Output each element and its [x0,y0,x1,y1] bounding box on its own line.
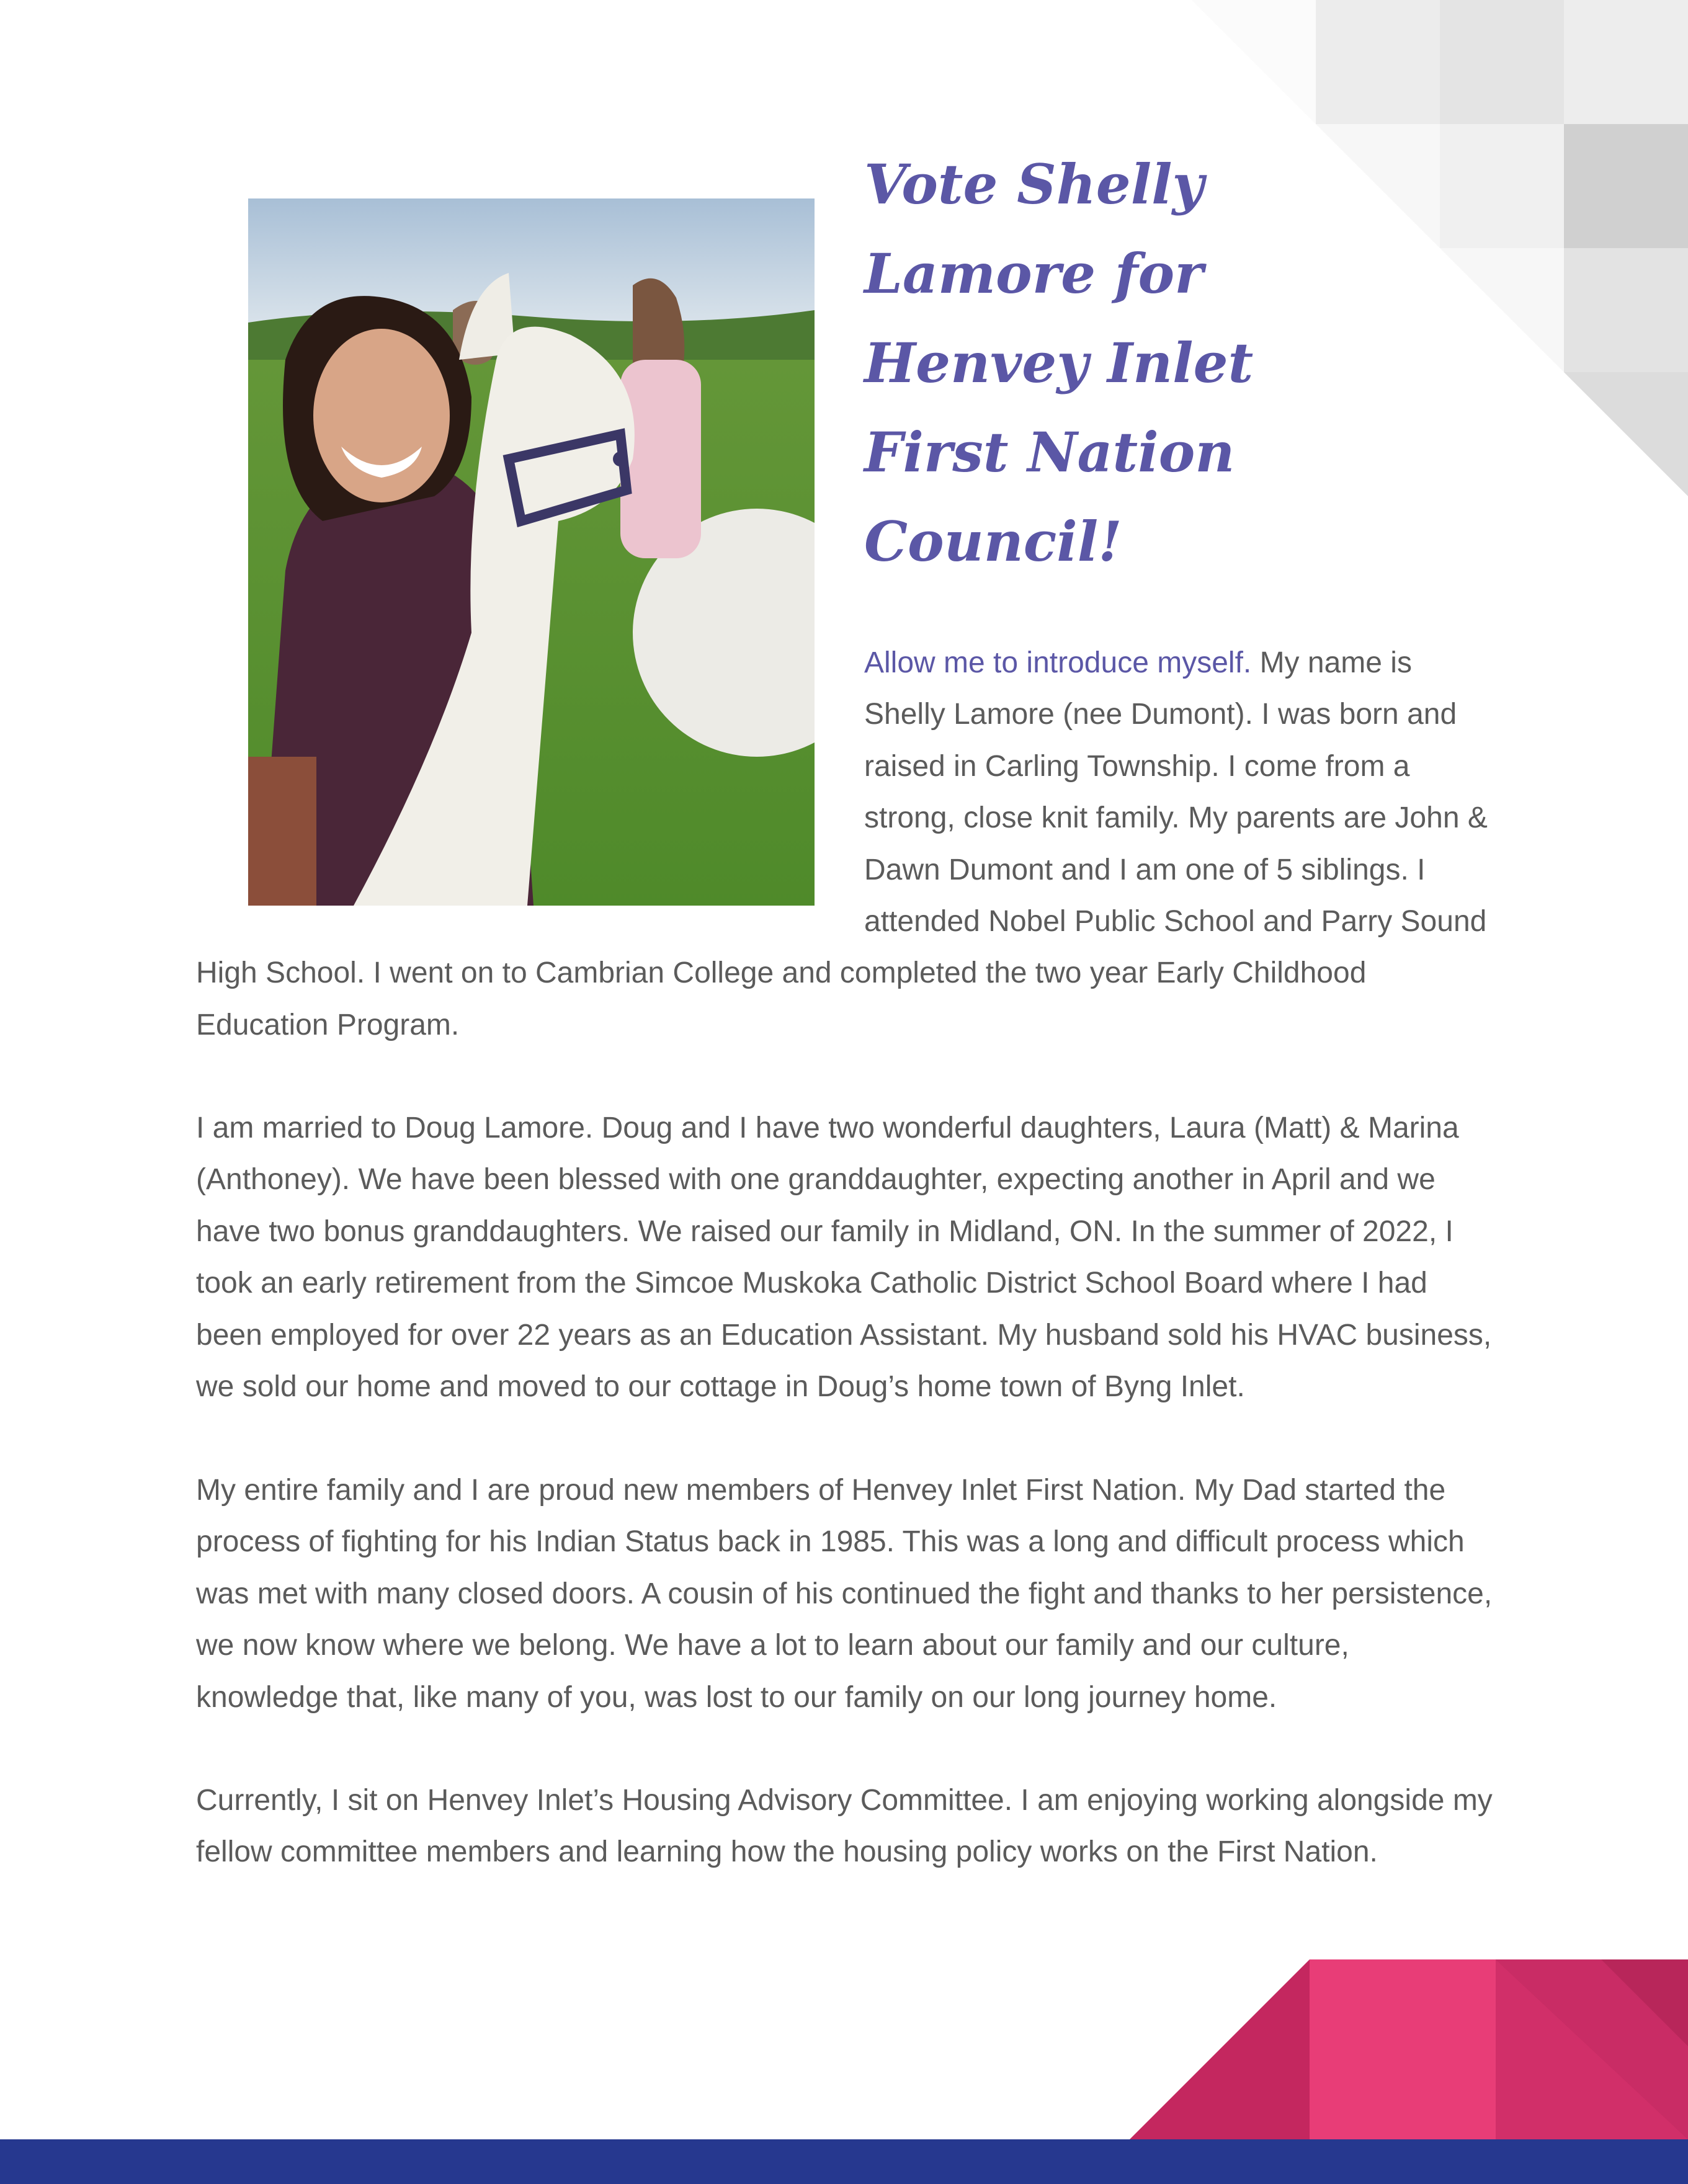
footer-bar [0,2139,1688,2184]
intro-section [196,637,1499,1051]
heritage-paragraph: My entire family and I are proud new members of Henvey Inlet First Nation. My Dad started the process of fighting for his Indian Status back in 1985. This was a long and difficult process which was met with many closed doors. A cousin of his continued the fight and thanks to her persistence, we now know where we belong. We have a lot to learn about our family and our culture, knowledge that, like many of you, was lost to our family on our long journey home. [196,1474,1493,1714]
decorative-pink-shapes [1130,1959,1688,2139]
title-line: Council! [864,509,1122,574]
committee-paragraph: Currently, I sit on Henvey Inlet’s Housing Advisory Committee. I am enjoying working alongside my fellow committee members and learning how the housing policy works on the First Nation. [196,1784,1493,1869]
page-title [864,140,1547,586]
title-line: First Nation [864,420,1235,484]
title-line: Lamore for [864,241,1203,306]
family-paragraph: I am married to Doug Lamore. Doug and I have two wonderful daughters, Laura (Matt) & Marina (Anthoney). We have been blessed with one granddaughter, expecting another in April and we have two bonus granddaughters. We raised our family in Midland, ON. In the summer of 2022, I took an early retirement from the Simcoe Muskoka Catholic District School Board where I had been employed for over 22 years as an Education Assistant. My husband sold his HVAC business, we sold our home and moved to our cottage in Doug’s home town of Byng Inlet. [196,1112,1492,1404]
intro-lead: Allow me to introduce myself. [864,646,1252,679]
title-line: Vote Shelly [864,152,1204,216]
title-line: Henvey Inlet [864,331,1254,395]
intro-text: My name is Shelly Lamore (nee Dumont). I was born and raised in Carling Township. I come from a strong, close knit family. My parents are John & Dawn Dumont and I am one of 5 siblings. I attended Nobel Public School and Parry Sound High School. I went on to Cambrian College and completed the two year Early Childhood Education Program. [196,646,1488,1041]
photo-wrap-spacer [196,637,864,947]
